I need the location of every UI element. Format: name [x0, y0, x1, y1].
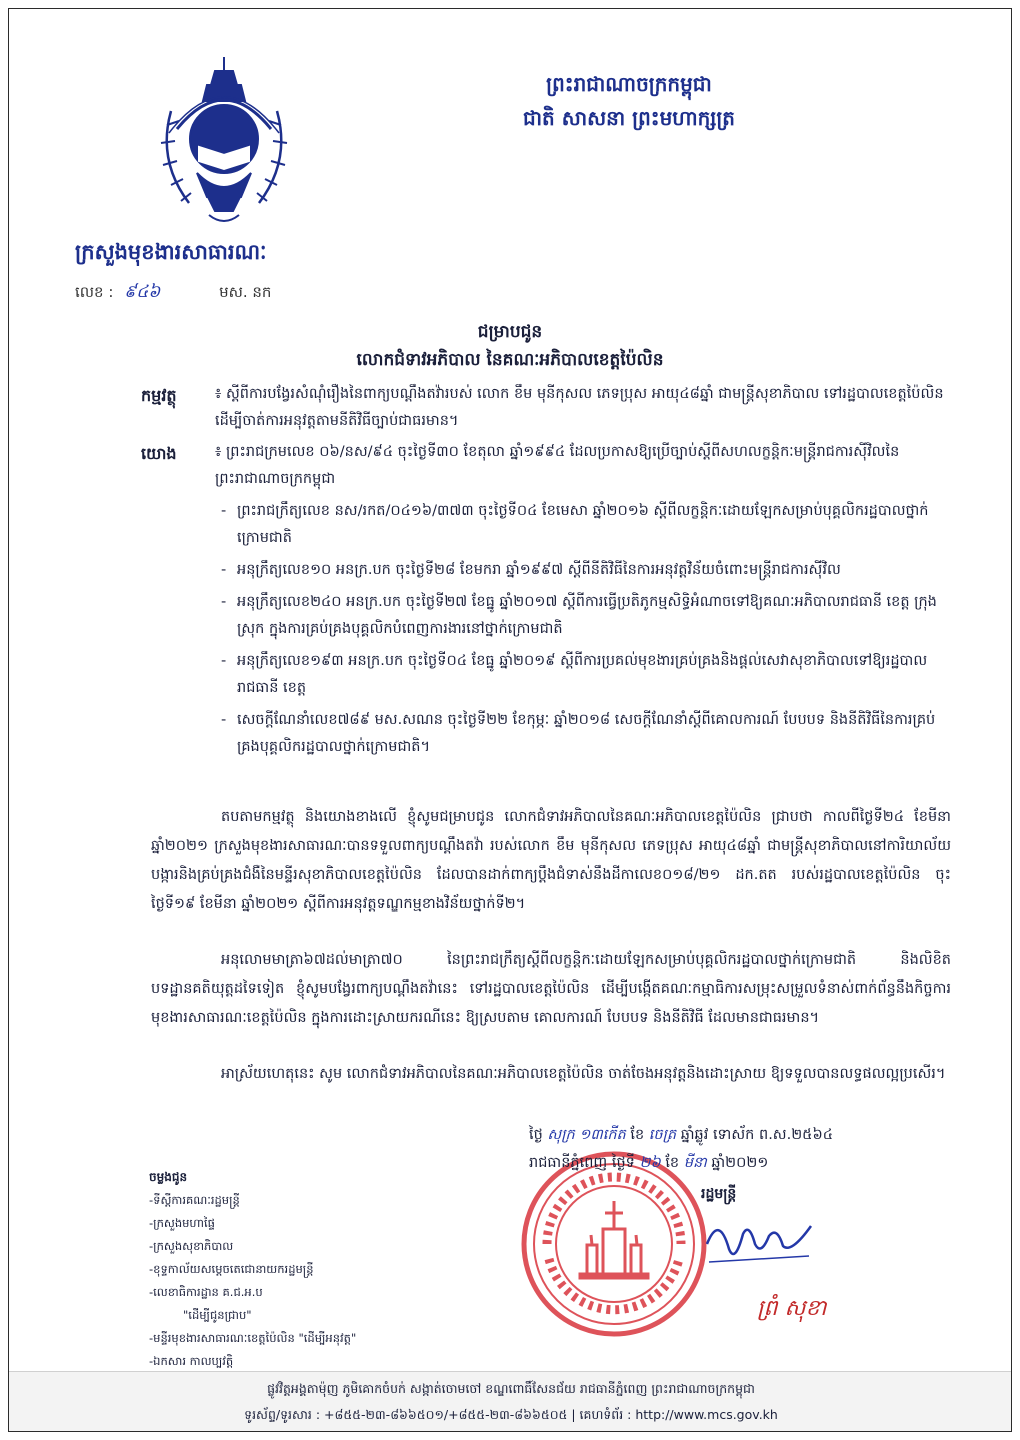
solar-day-handwritten: ២៦ [639, 1155, 661, 1171]
copy-to-list [149, 1166, 479, 1373]
copy-to-item: -ទីស្តីការគណៈរដ្ឋមន្ត្រី [149, 1193, 240, 1207]
reference-item: - អនុក្រឹត្យលេខ១៩៣ អនក្រ.បក ចុះថ្ងៃទី០៤ ខែធ្នូ ឆ្នាំ២០១៩ ស្តីពីការប្រគល់មុខងារគ្រប់គ្រងនិងផ្តល់សេវាសុខាភិបាលទៅឱ្យរដ្ឋបាលរាជធានី ខេត្ត [221, 653, 928, 696]
kingdom-heading [479, 67, 779, 135]
body-paragraph-3: អាស្រ័យហេតុនេះ សូម លោកជំទាវអភិបាលនៃគណៈអភិបាលខេត្តប៉ៃលិន ចាត់ចែងអនុវត្តនិងដោះស្រាយ ឱ្យទទួលបានលទ្ធផលល្អប្រសើរ។ [221, 1066, 946, 1082]
lunar-date: ថ្ងៃ សុក្រ ១៣កើត ខែ ចេត្រ ឆ្នាំឆ្លូវ ទោស័ក ព.ស.២៥៦៤ [529, 1127, 833, 1143]
copy-to-item: -ឯកសារ កាលប្បវត្តិ [149, 1354, 234, 1368]
references-label: យោង [141, 444, 177, 463]
document-page [8, 8, 1012, 1432]
ministry-name: ក្រសួងមុខងារសាធារណៈ [75, 240, 267, 264]
reference-item: - ព្រះរាជក្រឹត្យលេខ នស/រកត/០៤១៦/៣៧៣ ចុះថ្ងៃទី០៤ ខែមេសា ឆ្នាំ២០១៦ ស្តីពីលក្ខន្តិកៈដោយឡែកសម្រាប់បុគ្គលិករដ្ឋបាលថ្នាក់ក្រោមជាតិ [221, 503, 929, 546]
reference-value: ៩៤៦ [124, 282, 161, 302]
copy-to-item: -ក្រសួងមហាផ្ទៃ [149, 1216, 215, 1230]
solar-date: រាជធានីភ្នំពេញ ថ្ងៃទី ២៦ ខែ មីនា ឆ្នាំ២០២១ [529, 1155, 769, 1171]
body-paragraph-1: តបតាមកម្មវត្ថុ និងយោងខាងលើ ខ្ញុំសូមជម្រាបជូន លោកជំទាវអភិបាលនៃគណៈអភិបាលខេត្តប៉ៃលិន ជ្រាបថា កាលពីថ្ងៃទី២៤ ខែមីនា ឆ្នាំ២០២១ ក្រសួងមុខងារសាធារណៈបានទទួលពាក្យបណ្តឹងតវ៉ា របស់លោក ខឹម មុនីកុសល ភេទប្រុស អាយុ៤៨ឆ្នាំ ជាមន្ត្រីសុខាភិបាលនៅការិយាល័យបង្ការនិងគ្រប់គ្រងជំងឺនៃមន្ទីរសុខាភិបាលខេត្តប៉ៃលិន ដែលបានដាក់ពាក្យប្តឹងជំទាស់នឹងដីកាលេខ០១៨/២១ ដក.តត របស់រដ្ឋបាលខេត្តប៉ៃលិន ចុះថ្ងៃទី១៩ ខែមីនា ឆ្នាំ២០២១ ស្តីពីការអនុវត្តទណ្ឌកម្មខាងវិន័យថ្នាក់ទី២។ [151, 809, 951, 912]
signatory-name: ព្រំ សុខា [757, 1296, 827, 1321]
reference-item: - សេចក្តីណែនាំលេខ៧៨៩ មស.សណន ចុះថ្ងៃទី២២ ខែកុម្ភៈ ឆ្នាំ២០១៨ សេចក្តីណែនាំស្តីពីគោលការណ៍ បែបបទ និងនីតិវិធីនៃការគ្រប់គ្រងបុគ្គលិករដ្ឋបាលថ្នាក់ក្រោមជាតិ។ [221, 712, 936, 755]
lunar-day-handwritten: សុក្រ ១៣កើត [547, 1127, 626, 1143]
subject-label: កម្មវត្ថុ [141, 386, 177, 405]
copy-to-title: ចម្លងជូន [149, 1170, 188, 1184]
recipient-salutation: ជម្រាបជូន [477, 322, 543, 342]
lunar-month-handwritten: ចេត្រ [648, 1127, 677, 1143]
royal-emblem-icon [149, 51, 299, 231]
reference-item: - អនុក្រឹត្យលេខ១០ អនក្រ.បក ចុះថ្ងៃទី២៨ ខែមករា ឆ្នាំ១៩៩៧ ស្តីពីនីតិវិធីនៃការអនុវត្តវិន័យចំពោះមន្ត្រីរាជការស៊ីវិល [221, 562, 841, 578]
subject-text: ៖ ស្តីពីការបង្វែរសំណុំរឿងនៃពាក្យបណ្តឹងតវ៉ារបស់ លោក ខឹម មុនីកុសល ភេទប្រុស អាយុ៤៨ឆ្នាំ ជាមន្ត្រីសុខាភិបាល ទៅរដ្ឋបាលខេត្តប៉ៃលិន ដើម្បីចាត់ការអនុវត្តតាមនីតិវិធីច្បាប់ជាធរមាន។ [215, 386, 944, 429]
reference-item: ៖ ព្រះរាជក្រមលេខ ០៦/នស/៩៤ ចុះថ្ងៃទី៣០ ខែតុលា ឆ្នាំ១៩៩៤ ដែលប្រកាសឱ្យប្រើច្បាប់ស្តីពីសហលក្ខន្តិកៈមន្ត្រីរាជការស៊ីវិលនៃព្រះរាជាណាចក្រកម្ពុជា [215, 444, 900, 487]
copy-to-item: -ក្រសួងសុខាភិបាល [149, 1239, 234, 1253]
footer-contact: ទូរស័ព្ទ/ទូរសារ : +៨៥៥-២៣-៨៦៦៥០១/+៨៥៥-២៣-៨៦៦៥០៥ | គេហទំព័រ : http://www.mcs.gov.kh [244, 1407, 778, 1422]
kingdom-name: ព្រះរាជាណាចក្រកម្ពុជា [546, 72, 712, 96]
signature-icon [699, 1204, 819, 1274]
national-motto: ជាតិ សាសនា ព្រះមហាក្សត្រ [523, 106, 735, 130]
copy-to-item: "ដើម្បីជូនជ្រាប" [183, 1308, 252, 1322]
copy-to-item: -ខុទ្ទកាល័យសម្តេចតេជោនាយករដ្ឋមន្ត្រី [149, 1262, 314, 1276]
reference-label: លេខ : [75, 283, 114, 301]
official-seal-icon [519, 1149, 709, 1339]
reference-number [75, 281, 271, 306]
recipient-name: លោកជំទាវអភិបាល នៃគណៈអភិបាលខេត្តប៉ៃលិន [356, 350, 664, 370]
signatory-title: រដ្ឋមន្ត្រី [701, 1186, 737, 1202]
reference-suffix: មស. នក [219, 283, 272, 301]
footer-address: ផ្លូវវិត្តអង្គតាម៉ុញ ភូមិគោកចំបក់ សង្កាត់ចោមចៅ ខណ្ឌពោធិ៍សែនជ័យ រាជធានីភ្នំពេញ ព្រះរាជាណាចក្រកម្ពុជា [267, 1381, 755, 1396]
reference-item: - អនុក្រឹត្យលេខ២៤០ អនក្រ.បក ចុះថ្ងៃទី២៧ ខែធ្នូ ឆ្នាំ២០១៧ ស្តីពីការធ្វើប្រតិភូកម្មសិទ្ធិអំណាចទៅឱ្យគណៈអភិបាលរាជធានី ខេត្ត ក្រុង ស្រុក ក្នុងការគ្រប់គ្រងបុគ្គលិកបំពេញការងារនៅថ្នាក់ក្រោមជាតិ [221, 594, 937, 637]
body-paragraph-2: អនុលោមមាត្រា៦៧ដល់មាត្រា៧០ នៃព្រះរាជក្រឹត្យស្តីពីលក្ខន្តិកៈដោយឡែកសម្រាប់បុគ្គលិករដ្ឋបាលថ្នាក់ក្រោមជាតិ និងលិខិតបទដ្ឋានគតិយុត្តដទៃទៀត ខ្ញុំសូមបង្វែរពាក្យបណ្តឹងតវ៉ានេះ ទៅរដ្ឋបាលខេត្តប៉ៃលិន ដើម្បីបង្កើតគណៈកម្មាធិការសម្រុះសម្រួលទំនាស់ពាក់ព័ន្ធនឹងកិច្ចការមុខងារសាធារណៈខេត្តប៉ៃលិន ក្នុងការដោះស្រាយករណីនេះ ឱ្យស្របតាម គោលការណ៍ បែបបទ និងនីតិវិធី ដែលមានជាធរមាន។ [151, 952, 951, 1026]
copy-to-item: -មន្ទីរមុខងារសាធារណៈខេត្តប៉ៃលិន "ដើម្បីអនុវត្ត" [149, 1331, 357, 1345]
references-list [215, 439, 955, 766]
copy-to-item: -លេខាធិការដ្ឋាន គ.ជ.អ.ប [149, 1285, 263, 1299]
solar-month-handwritten: មីនា [683, 1155, 707, 1171]
